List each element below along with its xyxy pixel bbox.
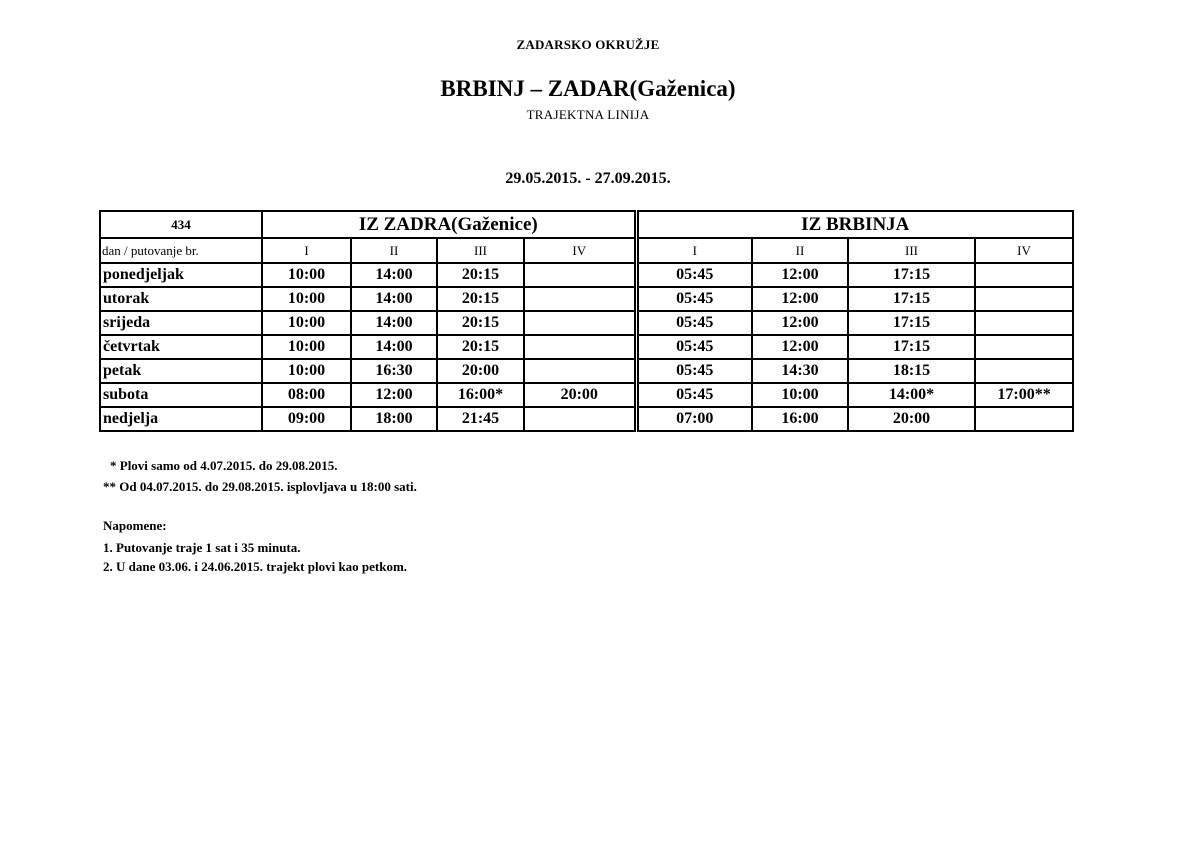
trip-label: II	[752, 238, 848, 263]
departure-time-from-brbinj	[975, 407, 1073, 431]
departure-time-from-brbinj	[975, 263, 1073, 287]
departure-time-from-zadar	[524, 335, 636, 359]
departure-time-from-zadar: 18:00	[351, 407, 437, 431]
departure-time-from-brbinj: 05:45	[636, 383, 752, 407]
table-row	[100, 287, 1073, 311]
departure-time-from-zadar: 20:15	[437, 263, 524, 287]
line-type-subtitle: TRAJEKTNA LINIJA	[526, 107, 650, 122]
departure-time-from-brbinj: 17:15	[848, 263, 975, 287]
departure-time-from-zadar	[524, 359, 636, 383]
departure-time-from-zadar: 20:15	[437, 311, 524, 335]
departure-time-from-brbinj: 17:00**	[975, 383, 1073, 407]
departure-time-from-brbinj: 17:15	[848, 311, 975, 335]
departure-time-from-zadar: 08:00	[262, 383, 351, 407]
day-name: petak	[100, 359, 262, 383]
day-name: utorak	[100, 287, 262, 311]
departure-time-from-zadar: 10:00	[262, 263, 351, 287]
departure-time-from-brbinj: 18:15	[848, 359, 975, 383]
table-row	[100, 407, 1073, 431]
day-name: ponedjeljak	[100, 263, 262, 287]
table-row	[100, 383, 1073, 407]
departure-time-from-brbinj: 07:00	[636, 407, 752, 431]
trip-label: II	[351, 238, 437, 263]
table-row	[100, 335, 1073, 359]
departure-time-from-brbinj	[975, 311, 1073, 335]
departure-time-from-zadar: 10:00	[262, 359, 351, 383]
row-header-label: dan / putovanje br.	[100, 238, 262, 263]
table-row	[100, 311, 1073, 335]
departure-time-from-brbinj: 05:45	[636, 359, 752, 383]
departure-time-from-zadar: 20:00	[524, 383, 636, 407]
departure-time-from-zadar: 10:00	[262, 311, 351, 335]
departure-time-from-brbinj	[975, 287, 1073, 311]
departure-time-from-brbinj: 20:00	[848, 407, 975, 431]
day-name: srijeda	[100, 311, 262, 335]
organization-title: ZADARSKO OKRUŽJE	[516, 37, 660, 52]
trip-label: IV	[524, 238, 636, 263]
departure-time-from-zadar: 14:00	[351, 311, 437, 335]
departure-time-from-zadar: 14:00	[351, 287, 437, 311]
trip-label: IV	[975, 238, 1073, 263]
departure-time-from-zadar: 10:00	[262, 287, 351, 311]
timetable-header-directions	[100, 211, 1073, 238]
departure-time-from-brbinj: 14:00*	[848, 383, 975, 407]
departure-time-from-zadar	[524, 407, 636, 431]
trip-label: III	[437, 238, 524, 263]
departure-time-from-brbinj: 14:30	[752, 359, 848, 383]
departure-time-from-brbinj: 12:00	[752, 287, 848, 311]
departure-time-from-brbinj: 17:15	[848, 335, 975, 359]
departure-time-from-brbinj: 12:00	[752, 263, 848, 287]
timetable-header-trips	[100, 238, 1073, 263]
departure-time-from-zadar: 20:15	[437, 335, 524, 359]
route-title: BRBINJ – ZADAR(Gaženica)	[440, 76, 736, 101]
departure-time-from-brbinj: 16:00	[752, 407, 848, 431]
note-item: 1. Putovanje traje 1 sat i 35 minuta.	[103, 540, 301, 555]
departure-time-from-brbinj: 05:45	[636, 287, 752, 311]
departure-time-from-brbinj: 05:45	[636, 263, 752, 287]
departure-time-from-zadar: 09:00	[262, 407, 351, 431]
departure-time-from-zadar	[524, 311, 636, 335]
trip-label: I	[262, 238, 351, 263]
departure-time-from-zadar: 10:00	[262, 335, 351, 359]
departure-time-from-zadar: 20:15	[437, 287, 524, 311]
departure-time-from-brbinj	[975, 359, 1073, 383]
departure-time-from-zadar: 14:00	[351, 263, 437, 287]
line-number: 434	[100, 211, 262, 238]
departure-time-from-brbinj: 12:00	[752, 335, 848, 359]
departure-time-from-zadar: 21:45	[437, 407, 524, 431]
departure-time-from-brbinj	[975, 335, 1073, 359]
departure-time-from-brbinj: 05:45	[636, 311, 752, 335]
table-row	[100, 359, 1073, 383]
direction-from-zadar: IZ ZADRA(Gaženice)	[262, 211, 636, 238]
departure-time-from-zadar: 12:00	[351, 383, 437, 407]
notes-title: Napomene:	[103, 518, 167, 533]
direction-from-brbinj: IZ BRBINJA	[636, 211, 1073, 238]
departure-time-from-zadar: 16:00*	[437, 383, 524, 407]
footnote-single-asterisk: * Plovi samo od 4.07.2015. do 29.08.2015.	[110, 458, 338, 473]
departure-time-from-brbinj: 17:15	[848, 287, 975, 311]
footnote-double-asterisk: ** Od 04.07.2015. do 29.08.2015. isplovljava u 18:00 sati.	[103, 479, 417, 494]
validity-period: 29.05.2015. - 27.09.2015.	[505, 170, 671, 187]
departure-time-from-zadar: 14:00	[351, 335, 437, 359]
trip-label: III	[848, 238, 975, 263]
departure-time-from-zadar	[524, 287, 636, 311]
departure-time-from-zadar: 20:00	[437, 359, 524, 383]
departure-time-from-brbinj: 05:45	[636, 335, 752, 359]
trip-label: I	[636, 238, 752, 263]
note-item: 2. U dane 03.06. i 24.06.2015. trajekt plovi kao petkom.	[103, 559, 408, 574]
day-name: subota	[100, 383, 262, 407]
day-name: četvrtak	[100, 335, 262, 359]
departure-time-from-brbinj: 12:00	[752, 311, 848, 335]
day-name: nedjelja	[100, 407, 262, 431]
timetable	[99, 210, 1074, 432]
table-row	[100, 263, 1073, 287]
departure-time-from-zadar: 16:30	[351, 359, 437, 383]
departure-time-from-brbinj: 10:00	[752, 383, 848, 407]
departure-time-from-zadar	[524, 263, 636, 287]
